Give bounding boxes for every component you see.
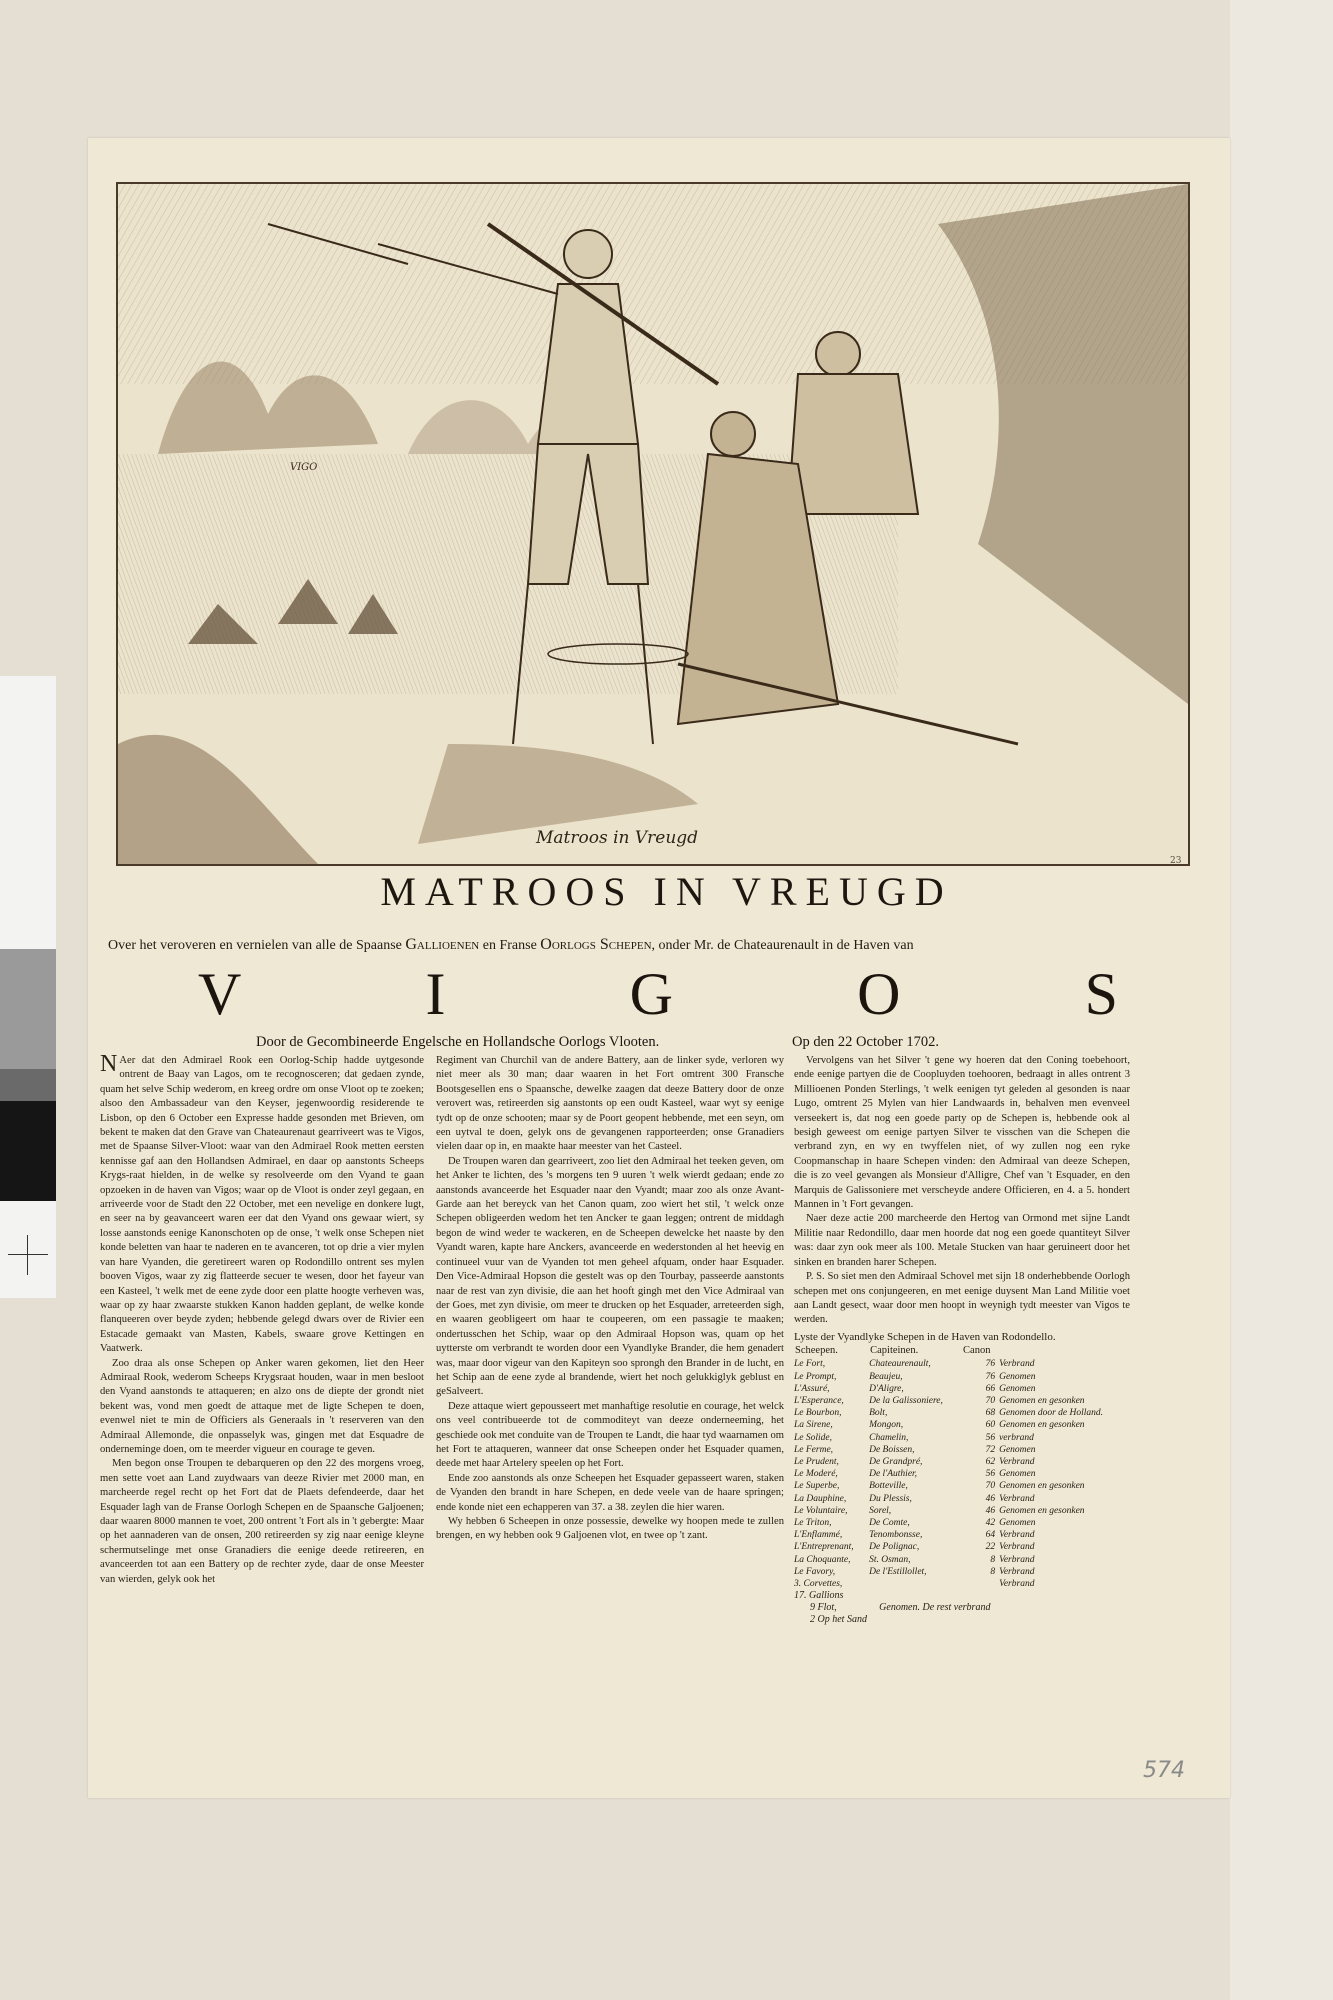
captain-cell: Beaujeu, xyxy=(869,1371,903,1382)
column-header-ships: Scheepen. xyxy=(795,1345,838,1357)
captain-cell: Mongon, xyxy=(869,1420,904,1431)
plate-caption: Matroos in Vreugd xyxy=(536,828,699,848)
table-row xyxy=(794,1529,1130,1541)
fate-cell: verbrand xyxy=(999,1432,1034,1443)
fate-cell: Genomen xyxy=(999,1469,1036,1480)
paragraph: Deze attaque wiert gepousseert met manhaftige resolutie en courage, het welck ons veel contribueerde tot de commoditeyt van deeze onderneeming, het geschiede ook met conduite van de Troupen te Landt, die haar tyd waarnamen om het Fort te attaqueren, wanneer dat onse Scheepen onder het Esquader quamen, deede met haar Artelery speelen op het Fort. xyxy=(436,1400,784,1470)
ship-rows xyxy=(794,1358,1130,1590)
cannon-cell: 76 xyxy=(985,1371,996,1382)
fate-cell: Genomen xyxy=(999,1444,1036,1455)
captain-cell: D'Aligre, xyxy=(869,1383,904,1394)
fate-cell: Verbrand xyxy=(999,1578,1035,1589)
galleons-aground: 2 Op het Sand xyxy=(810,1614,867,1626)
page-title: MATROOS IN VREUGD xyxy=(380,869,953,914)
table-row xyxy=(794,1383,1130,1395)
cannon-cell: 72 xyxy=(985,1444,996,1455)
table-row xyxy=(794,1407,1130,1419)
column-header-captains: Capiteinen. xyxy=(870,1345,919,1357)
table-row xyxy=(794,1358,1130,1370)
captain-cell: Chateaurenault, xyxy=(869,1359,931,1370)
fate-cell: Verbrand xyxy=(999,1554,1035,1565)
captain-cell: St. Osman, xyxy=(869,1554,911,1565)
captain-cell: De la Galissoniere, xyxy=(869,1395,943,1406)
fate-cell: Genomen en gesonken xyxy=(999,1481,1085,1492)
galleons-summary xyxy=(794,1590,1130,1626)
registration-crosshair-icon xyxy=(8,1235,48,1275)
paragraph: Wy hebben 6 Scheepen in onze possessie, dewelke wy hoopen mede te zullen brengen, en wy hebben ook 9 Galjoenen vlot, en twee op 't zant. xyxy=(436,1516,784,1542)
cannon-cell xyxy=(962,1578,999,1590)
fate-cell: Genomen xyxy=(999,1383,1036,1394)
color-calibration-dark-grey xyxy=(0,1069,56,1101)
table-row xyxy=(794,1578,1130,1590)
cannon-cell: 22 xyxy=(985,1542,996,1553)
subtitle-warships: Oorlogs Schepen xyxy=(540,936,652,953)
column-heading-right: Op den 22 October 1702. xyxy=(792,1034,939,1050)
cannon-cell: 46 xyxy=(985,1505,996,1516)
captain-cell: Bolt, xyxy=(869,1408,888,1419)
cannon-cell: 70 xyxy=(985,1481,996,1492)
cannon-cell: 64 xyxy=(985,1530,996,1541)
captain-cell: Chamelin, xyxy=(869,1432,909,1443)
ship-name-cell: Le Bourbon, xyxy=(794,1408,842,1419)
table-row xyxy=(794,1517,1130,1529)
captain-cell: Sorel, xyxy=(869,1505,892,1516)
ship-name-cell: Le Superbe, xyxy=(794,1481,840,1492)
paragraph: Ende zoo aanstonds als onze Scheepen het Esquader gepasseert waren, staken de Vyanden den brandt in hare Schepen, en dede veele van de haare springen; ende konde niet een echapperen van 37. a 38. zeylen die hier waren. xyxy=(436,1472,784,1513)
cannon-cell: 46 xyxy=(985,1493,996,1504)
captain-cell: De l'Authier, xyxy=(869,1469,918,1480)
captain-cell: Tenombonsse, xyxy=(869,1530,923,1541)
fate-cell: Verbrand xyxy=(999,1542,1035,1553)
ship-list-title: Lyste der Vyandlyke Schepen in de Haven van Rodondello. xyxy=(794,1330,1056,1343)
cannon-cell: 8 xyxy=(990,1554,996,1565)
paragraph: P. S. So siet men den Admiraal Schovel met sijn 18 onderhebbende Oorlogh schepen met ons conjungeeren, en met eenige duysent Man Land Militie voet aan Landt gesect, waar door men hoopt in weynigh tydt meester van Vigos te werden. xyxy=(794,1271,1130,1326)
table-row xyxy=(794,1566,1130,1578)
subtitle-part: , onder Mr. de Chateaurenault in de Haven van xyxy=(651,938,914,953)
ship-name-cell: L'Entreprenant, xyxy=(794,1542,854,1553)
fate-cell: Verbrand xyxy=(999,1530,1035,1541)
table-row xyxy=(794,1419,1130,1431)
cannon-cell: 42 xyxy=(985,1517,996,1528)
table-row xyxy=(794,1456,1130,1468)
fate-cell: Verbrand xyxy=(999,1359,1035,1370)
captain-cell: Botteville, xyxy=(869,1481,908,1492)
paragraph: Zoo draa als onse Schepen op Anker waren gekomen, liet den Heer Admiraal Rook, wederom Scheeps Krygsraat houden, waar in men besloot den Vyand aanstonds te attaqueren; en alzo ons de diepte der grondt niet bekent was, vond men goedt de attaque met de ligte Schepen te doen, evenwel niet te min de Officiers als Generaals in 't reserveren van den Admiraal Allemonde, die onpasselyk was, gingen met dat Esquadre de onderneminge doen, om te meerder vigueur en courage te geven. xyxy=(100,1357,424,1455)
pencil-inventory-number: 574 xyxy=(1143,1758,1185,1783)
galleons-label: 17. Gallions xyxy=(794,1590,844,1602)
ship-name-cell: L'Esperance, xyxy=(794,1395,844,1406)
subtitle-part: en Franse xyxy=(479,938,541,953)
captain-cell: Du Plessis, xyxy=(869,1493,912,1504)
ship-name-cell: Le Voluntaire, xyxy=(794,1505,848,1516)
fate-cell: Genomen en gesonken xyxy=(999,1420,1085,1431)
fate-cell: Genomen en gesonken xyxy=(999,1505,1085,1516)
galleons-afloat: 9 Flot, xyxy=(810,1602,837,1614)
ship-name-cell: Le Ferme, xyxy=(794,1444,834,1455)
ship-name-cell: Le Prompt, xyxy=(794,1371,837,1382)
place-letter: O xyxy=(857,961,901,1027)
cannon-cell: 76 xyxy=(985,1359,996,1370)
cannon-cell: 56 xyxy=(985,1432,996,1443)
ship-name-cell: L'Assuré, xyxy=(794,1383,830,1394)
cannon-cell: 56 xyxy=(985,1469,996,1480)
text-column-1 xyxy=(100,1051,424,1587)
captain-cell xyxy=(869,1578,962,1590)
captain-cell: De l'Estillollet, xyxy=(869,1566,927,1577)
place-letter: I xyxy=(425,961,446,1027)
color-calibration-black xyxy=(0,1101,56,1201)
fate-cell: Genomen en gesonken xyxy=(999,1395,1085,1406)
ship-list-table xyxy=(794,1344,1130,1590)
paragraph: Men begon onse Troupen te debarqueren op den 22 des morgens vroeg, men sette voet aan Land zuydwaars van deeze Rivier met 2000 man, en marcheerde regel recht op het Fort dat de Plaets defendeerde, daar het Esquader lagh van de Franse Oorlogh Schepen en de Spaansche Galjoenen; daar waaren 8000 mannen te voet, 200 ontrent 't Fort als in 't gebergte: Maar op het aannaderen van de onsen, 200 retireerden sy zig naar eenige kleyne schermutselinge met onse Granadiers die eenige deede retireeren, en avanceerden tot aan een Battery op de rechter zyde, daar de onse Meester van wierden, gelyk ook het xyxy=(100,1458,424,1585)
text-column-3 xyxy=(794,1054,1130,1626)
table-row xyxy=(794,1505,1130,1517)
galleons-result: Genomen. De rest verbrand xyxy=(879,1602,991,1614)
place-name-heading xyxy=(198,960,1118,1029)
captain-cell: De Grandpré, xyxy=(869,1456,923,1467)
cannon-cell: 66 xyxy=(985,1383,996,1394)
table-row xyxy=(794,1444,1130,1456)
table-row xyxy=(794,1468,1130,1480)
drop-cap: N xyxy=(100,1051,118,1077)
place-letter: S xyxy=(1084,961,1118,1027)
cannon-cell: 8 xyxy=(990,1566,996,1577)
table-row xyxy=(794,1395,1130,1407)
fate-cell: Verbrand xyxy=(999,1566,1035,1577)
fate-cell: Genomen xyxy=(999,1517,1036,1528)
text-column-2 xyxy=(436,1054,784,1544)
table-row xyxy=(794,1493,1130,1505)
ship-name-cell: La Dauphine, xyxy=(794,1493,847,1504)
cannon-cell: 60 xyxy=(985,1420,996,1431)
cannon-cell: 70 xyxy=(985,1395,996,1406)
paragraph: Vervolgens van het Silver 't gene wy hoeren dat den Coning toebehoort, ende eenige partyen die de Coopluyden toehooren, bedraagt in alles ontrent 3 Millioenen Ponden Sterlings, 't welk eenigen tyt geleden al gesonden is naar Lugo, omtrent 25 Mylen van hier Landwaards in, behalven men evenveel verseekert is, dat nog een goede party op de Schepen is, hebbende ook al besigh geweest om eenige partyen Silver te visschen van die Schepen die verbrand zyn, en wy en twyffelen niet, of wy zullen nog een ryke Coopmanschap in haare Schepen vinden: den Admiraal van deeze Schepen, die is zo veel gevangen als Monsieur d'Alligre, Chef van 't Esquader, en den Marquis de Galissoniere met verscheyde andere Officieren, en 4. a 5. hondert Mannen in 't Fort gevangen. xyxy=(794,1055,1130,1211)
color-calibration-grey xyxy=(0,949,56,1069)
cannon-cell: 68 xyxy=(985,1408,996,1419)
ship-name-cell: Le Prudent, xyxy=(794,1456,839,1467)
table-row xyxy=(794,1371,1130,1383)
ship-name-cell: L'Enflammé, xyxy=(794,1530,843,1541)
cannon-cell: 62 xyxy=(985,1456,996,1467)
mount-board-strip xyxy=(1230,0,1333,2000)
paragraph: Regiment van Churchil van de andere Battery, aan de linker syde, verloren wy niet meer als 30 man; daar waaren in het Fort omtrent 300 Fransche Bootsgesellen ens o Spaansche, dewelke zaagen dat deeze Battery door de onze verovert was, retireerden sig aanstonts op een oudt Kasteel, waar wyt sy eenige tydt op de onze schooten; maar sy de Poort geopent hebbende, met een seyn, om een uytval te doen, gelyk ons de gevangenen rapporteerden; onse Granadiers vielen daar op in, en maakte haar meester van het Casteel. xyxy=(436,1055,784,1153)
ship-name-cell: Le Solide, xyxy=(794,1432,832,1443)
fate-cell: Verbrand xyxy=(999,1456,1035,1467)
ship-name-cell: Le Moderé, xyxy=(794,1469,838,1480)
ship-name-cell: Le Fort, xyxy=(794,1359,826,1370)
fate-cell: Verbrand xyxy=(999,1493,1035,1504)
captain-cell: De Polignac, xyxy=(869,1542,920,1553)
subtitle xyxy=(108,936,1208,954)
paragraph: De Troupen waren dan gearriveert, zoo liet den Admiraal het teeken geven, om het Anker te lichten, des 's morgens ten 9 uuren 't welk wierdt gedaan; ende zo aanstonds avanceerde het Esquader naar den Vyandt; maar zoo als onze Avant-Garde aan het bereyck van het Canon quam, zoo wiert het stil, 't welck onze Schepen obligeerden wedom het ten Ancker te gaan leggen; ontrent de middagh begon de wind weder te wackeren, en de Scheepen dewelcke het naaste by den Vyandt waren, kapte hare Anckers, avanceerde en wederstonden al het heevig en continueel vuur van de Vyanden tot men geheel afquam, onder haar Esquader. Den Vice-Admiraal Hopson die gestelt was op den Tourbay, passeerde aanstonts naar de rest van zyn divisie, die aan het hooft gingh met den Vice Admiraal van der Goes, met zyn divisie, om meer te drucken op het Esquader, arreteerden sigh, en waaren geobligeert om haar te coupeeren, om een passagie te maaken; ondertusschen het Schip, waar op den Admiraal Hopson was, quam op het uytterste om verbrandt te worden door een Vyandlyke Brander, die hem genadert was, maar door vigeur van den Kapiteyn soo sprongh den Brander in de lucht, en het Schip aan de eene zyde al brandende, wiert het noch gelukkiglyk geblust en geSalveert. xyxy=(436,1155,784,1398)
engraving-illustration xyxy=(116,182,1190,866)
table-row xyxy=(794,1432,1130,1444)
ship-name-cell: Le Favory, xyxy=(794,1566,836,1577)
fate-cell: Genomen xyxy=(999,1371,1036,1382)
captain-cell: De Comte, xyxy=(869,1517,910,1528)
ship-name-cell: La Sirene, xyxy=(794,1420,833,1431)
column-header-fate xyxy=(999,1344,1130,1358)
paragraph xyxy=(100,1051,424,1357)
table-row xyxy=(794,1554,1130,1566)
subtitle-galleons: Gallioenen xyxy=(405,936,480,953)
table-row xyxy=(794,1480,1130,1492)
subtitle-part: Over het veroveren en vernielen van alle de Spaanse xyxy=(108,938,406,953)
ship-name-cell: Le Triton, xyxy=(794,1517,832,1528)
ship-name-cell: 3. Corvettes, xyxy=(794,1578,843,1589)
plate-number: 23 xyxy=(1170,856,1182,866)
engraving-drawing xyxy=(118,184,1188,864)
place-letter: V xyxy=(198,961,242,1027)
ship-name-cell: La Choquante, xyxy=(794,1554,851,1565)
map-place-label: VIGO xyxy=(290,462,318,473)
fate-cell: Genomen door de Holland. xyxy=(999,1408,1104,1419)
paragraph-text: Aer dat den Admirael Rook een Oorlog-Schip hadde uytgesonde ontrent de Baay van Lagos, om te recognosceren; dat gedaen zynde, quam het selve Schip wederom, en kreeg ordre om onse Vloot op te zoeken; alsoo den Ambassadeur van den Keyser, jegenwoordig residerende te Lisbon, op den 6 October een Expresse hadde gesonden met Brieven, om bekent te maken dat den Grave van Chateaurenaut gearriveert was te Vigos, met de Spaanse Silver-Vloot: waar van den Admirael Rook metten eersten kennisse gaf aan den Hollandsen Admirael, en daar op aanstonts Scheeps Krygs-raat hielden, in de welke sy resolveerde om den Vyand te gaan opzoeken in de haven van Vigos; waar op de Vloot is onder zeyl gegaan, en arriveerde voor de Stadt den 22 October, met een nevelige en donkere lugt, en seer na by geavanceert waren eer dat den Vyand ons gewaar wiert, sy losse aanstonds eenige Kanonschoten op de onse, 't welk onse Schepen niet konde beletten van haar te naderen en te avanceren, tot op drie a vier mylen van hare Vyanden, die geretireert waren op Rodondillo ontrent ses mylen booven Vigos, waar zy zig flatteerde secuer te wesen, door het fayeur van een Kasteel, 't welk met de eene zyde door een platte hoogte verheven was, waar op zy haar zwaarste stukken Kanon hadden geplant, de welke konde flanqueeren over beyde zyden; hebbende gelegd dwars over de Rivier een Estacade gemaakt van Masten, Kabels, swaare grove Kettingen en Vaatwerk. xyxy=(100,1055,424,1355)
column-heading-left: Door de Gecombineerde Engelsche en Hollandsche Oorlogs Vlooten. xyxy=(256,1034,660,1050)
place-letter: G xyxy=(629,961,673,1027)
column-header-cannon: Canon xyxy=(963,1345,991,1357)
paragraph: Naer deze actie 200 marcheerde den Hertog van Ormond met sijne Landt Militie naar Redondillo, daar men hoorde dat nog een goede quantiteyt Silver was: daar zyn ook meer als 100. Metale Stucken van haar geruineert door het sinken en branden harer Schepen. xyxy=(794,1213,1130,1268)
table-row xyxy=(794,1541,1130,1553)
captain-cell: De Boissen, xyxy=(869,1444,915,1455)
table-header-row xyxy=(794,1344,1130,1358)
